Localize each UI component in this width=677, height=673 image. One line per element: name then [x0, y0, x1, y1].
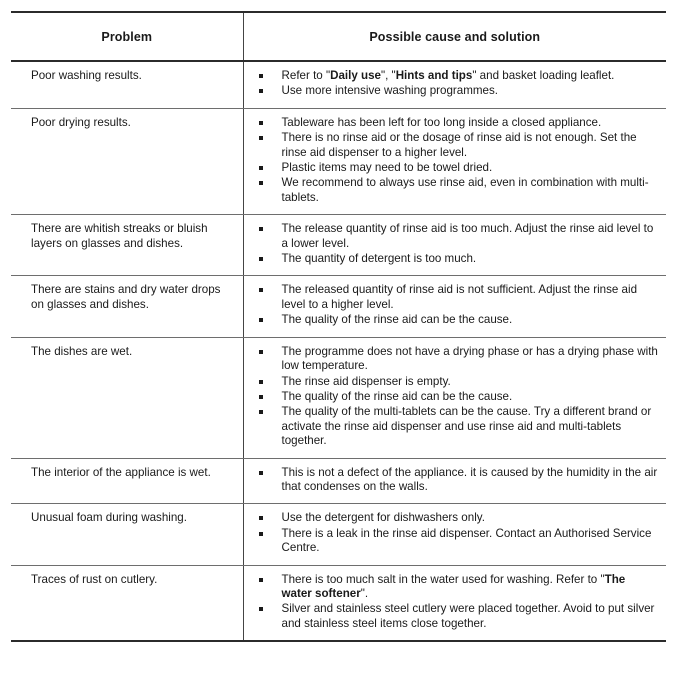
solution-list	[254, 222, 659, 266]
solution-cell	[243, 504, 666, 565]
solution-text: Silver and stainless steel cutlery were placed together. Avoid to put silver and stainless steel items close together.	[281, 602, 655, 630]
solution-cell	[243, 108, 666, 214]
list-item	[254, 116, 659, 130]
solution-list	[254, 511, 659, 555]
solution-text: The released quantity of rinse aid is not sufficient. Adjust the rinse aid level to a higher level.	[281, 283, 638, 311]
table-row	[11, 276, 666, 337]
problem-text: The interior of the appliance is wet.	[31, 465, 211, 479]
solution-text: The quantity of detergent is too much.	[281, 252, 477, 266]
solution-text: The quality of the rinse aid can be the cause.	[281, 313, 513, 327]
square-bullet-icon	[259, 74, 263, 78]
table-row	[11, 337, 666, 458]
solution-list	[254, 69, 659, 99]
table-row	[11, 215, 666, 276]
solution-cell	[243, 215, 666, 276]
table-row	[11, 458, 666, 504]
solution-list	[254, 466, 659, 495]
solution-text: The quality of the multi-tablets can be the cause. Try a different brand or activate the rinse aid dispenser and use rinse aid and multi-tablets together.	[281, 405, 652, 448]
problem-text: There are whitish streaks or bluish layers on glasses and dishes.	[31, 222, 208, 250]
solution-text: There is no rinse aid or the dosage of rinse aid is not enough. Set the rinse aid dispenser to a higher level.	[281, 131, 637, 159]
troubleshooting-table	[11, 11, 666, 642]
list-item	[254, 390, 659, 404]
list-item	[254, 527, 659, 556]
problem-cell	[11, 215, 243, 276]
square-bullet-icon	[259, 532, 263, 536]
problem-text: The dishes are wet.	[31, 344, 133, 358]
square-bullet-icon	[259, 395, 263, 399]
list-item	[254, 345, 659, 374]
problem-cell	[11, 276, 243, 337]
column-header-possible-cause-and-solution: Possible cause and solution	[243, 12, 666, 61]
table-header	[11, 12, 666, 61]
square-bullet-icon	[259, 181, 263, 185]
list-item	[254, 466, 659, 495]
solution-text: Tableware has been left for too long inside a closed appliance.	[281, 115, 602, 129]
solution-cell	[243, 276, 666, 337]
table-row	[11, 504, 666, 565]
problem-cell	[11, 565, 243, 641]
square-bullet-icon	[259, 166, 263, 170]
table-row	[11, 565, 666, 641]
list-item	[254, 222, 659, 251]
list-item	[254, 176, 659, 205]
list-item	[254, 573, 659, 602]
column-header-problem: Problem	[11, 12, 243, 61]
square-bullet-icon	[259, 89, 263, 93]
square-bullet-icon	[259, 318, 263, 322]
list-item	[254, 313, 659, 327]
table-header-row	[11, 12, 666, 61]
square-bullet-icon	[259, 380, 263, 384]
table-row	[11, 61, 666, 108]
list-item	[254, 84, 659, 98]
list-item	[254, 511, 659, 525]
solution-text: The rinse aid dispenser is empty.	[281, 374, 451, 388]
solution-text: The quality of the rinse aid can be the cause.	[281, 389, 513, 403]
solution-list	[254, 573, 659, 632]
solution-cell	[243, 337, 666, 458]
solution-list	[254, 345, 659, 449]
square-bullet-icon	[259, 257, 263, 261]
square-bullet-icon	[259, 350, 263, 354]
solution-list	[254, 116, 659, 205]
problem-text: Poor drying results.	[31, 115, 131, 129]
problem-text: There are stains and dry water drops on glasses and dishes.	[31, 283, 221, 311]
solution-text: This is not a defect of the appliance. it is caused by the humidity in the air that condenses on the walls.	[281, 465, 658, 493]
list-item	[254, 69, 659, 83]
list-item	[254, 602, 659, 631]
solution-text: Use the detergent for dishwashers only.	[281, 511, 485, 525]
problem-cell	[11, 108, 243, 214]
list-item	[254, 375, 659, 389]
problem-cell	[11, 337, 243, 458]
list-item	[254, 131, 659, 160]
solution-cell	[243, 458, 666, 504]
solution-text: Plastic items may need to be towel dried.	[281, 161, 493, 175]
list-item	[254, 405, 659, 448]
solution-text: The release quantity of rinse aid is too much. Adjust the rinse aid level to a lower level.	[281, 222, 654, 250]
list-item	[254, 161, 659, 175]
solution-text: Refer to "Daily use", "Hints and tips" and basket loading leaflet.	[281, 69, 615, 82]
list-item	[254, 283, 659, 312]
problem-cell	[11, 504, 243, 565]
square-bullet-icon	[259, 227, 263, 231]
square-bullet-icon	[259, 121, 263, 125]
solution-text: The programme does not have a drying phase or has a drying phase with low temperature.	[281, 344, 658, 373]
solution-text: There is too much salt in the water used for washing. Refer to "The water softener".	[281, 572, 626, 600]
problem-text: Poor washing results.	[31, 69, 142, 82]
list-item	[254, 252, 659, 266]
solution-list	[254, 283, 659, 327]
table-row	[11, 108, 666, 214]
problem-cell	[11, 61, 243, 108]
problem-text: Unusual foam during washing.	[31, 511, 187, 525]
problem-text: Traces of rust on cutlery.	[31, 572, 158, 586]
solution-cell	[243, 565, 666, 641]
square-bullet-icon	[259, 516, 263, 520]
square-bullet-icon	[259, 288, 263, 292]
solution-text: Use more intensive washing programmes.	[281, 84, 499, 98]
problem-cell	[11, 458, 243, 504]
solution-cell	[243, 61, 666, 108]
table-body	[11, 61, 666, 641]
square-bullet-icon	[259, 607, 263, 611]
square-bullet-icon	[259, 578, 263, 582]
square-bullet-icon	[259, 471, 263, 475]
square-bullet-icon	[259, 410, 263, 414]
solution-text: We recommend to always use rinse aid, even in combination with multi-tablets.	[281, 176, 649, 204]
square-bullet-icon	[259, 136, 263, 140]
solution-text: There is a leak in the rinse aid dispenser. Contact an Authorised Service Centre.	[281, 526, 652, 555]
